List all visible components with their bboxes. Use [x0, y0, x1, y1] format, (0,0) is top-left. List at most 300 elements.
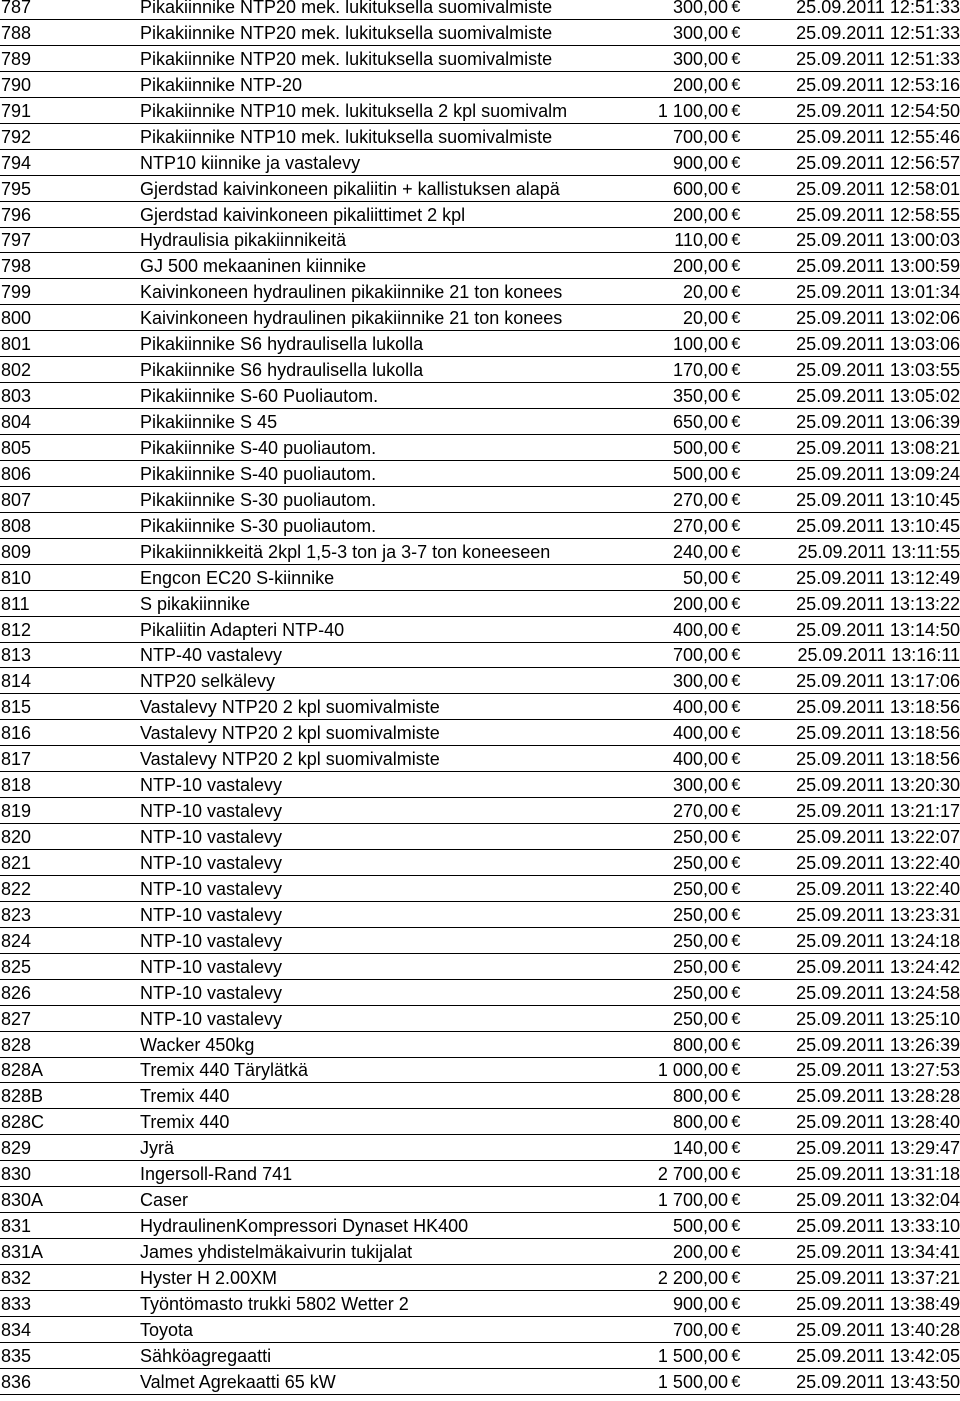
table-row: [0, 1369, 960, 1395]
item-price: 300,00: [672, 0, 728, 17]
euro-icon: €: [731, 74, 741, 94]
euro-icon: €: [731, 1112, 741, 1132]
euro-icon: €: [731, 852, 741, 872]
item-timestamp: 25.09.2011 13:18:56: [796, 723, 960, 744]
item-price: 250,00: [672, 1008, 728, 1029]
item-number: 805: [1, 437, 32, 458]
item-price: 270,00: [672, 515, 728, 536]
item-price: 300,00: [672, 775, 728, 796]
item-description: Engcon EC20 S-kiinnike: [140, 567, 335, 588]
item-price: 700,00: [672, 126, 728, 147]
item-timestamp: 25.09.2011 12:51:33: [796, 48, 960, 69]
item-number: 833: [1, 1293, 32, 1314]
item-timestamp: 25.09.2011 13:22:40: [796, 852, 960, 873]
euro-icon: €: [731, 100, 741, 120]
table-row: [0, 1058, 960, 1084]
table-row: [0, 565, 960, 591]
item-number: 835: [1, 1345, 32, 1366]
item-description: James yhdistelmäkaivurin tukijalat: [140, 1242, 413, 1262]
item-timestamp: 25.09.2011 13:16:11: [797, 645, 960, 666]
euro-icon: €: [731, 956, 741, 976]
euro-icon: €: [731, 256, 741, 276]
euro-icon: €: [731, 982, 741, 1002]
item-price: 250,00: [672, 827, 728, 847]
table-row: [0, 1213, 960, 1239]
item-timestamp: 25.09.2011 13:42:05: [796, 1345, 960, 1366]
table-row: [0, 72, 960, 98]
item-price: 250,00: [672, 956, 728, 977]
table-row: [0, 1187, 960, 1213]
item-description: Pikakiinnike S-30 puoliautom.: [140, 515, 377, 536]
item-price: 140,00: [672, 1138, 728, 1159]
item-price: 800,00: [672, 1086, 728, 1107]
item-description: S pikakiinnike: [140, 593, 251, 614]
item-timestamp: 25.09.2011 13:43:50: [796, 1371, 960, 1392]
item-price: 400,00: [672, 723, 728, 744]
item-timestamp: 25.09.2011 13:06:39: [796, 412, 960, 432]
table-row: [0, 305, 960, 331]
item-number: 808: [1, 515, 32, 536]
item-timestamp: 25.09.2011 13:34:41: [796, 1242, 960, 1262]
item-price: 200,00: [672, 593, 728, 614]
item-price: 400,00: [672, 749, 728, 770]
item-timestamp: 25.09.2011 13:20:30: [796, 775, 960, 796]
euro-icon: €: [731, 22, 741, 42]
item-description: Valmet Agrekaatti 65 kW: [140, 1371, 336, 1392]
table-row: [0, 150, 960, 176]
item-price: 1 100,00: [657, 100, 728, 121]
item-number: 836: [1, 1371, 32, 1392]
item-description: NTP-10 vastalevy: [140, 930, 283, 951]
euro-icon: €: [731, 412, 741, 431]
item-price: 110,00: [674, 230, 728, 251]
item-number: 789: [1, 48, 32, 69]
item-description: NTP-10 vastalevy: [140, 801, 283, 822]
table-row: [0, 694, 960, 720]
euro-icon: €: [731, 1216, 741, 1236]
item-price: 500,00: [672, 437, 728, 458]
item-price: 300,00: [672, 22, 728, 43]
table-row: [0, 435, 960, 461]
item-timestamp: 25.09.2011 13:38:49: [796, 1293, 960, 1314]
table-row: [0, 902, 960, 928]
euro-icon: €: [731, 0, 741, 16]
item-price: 100,00: [672, 334, 728, 355]
table-row: [0, 228, 960, 254]
item-timestamp: 25.09.2011 13:28:28: [796, 1086, 960, 1107]
item-number: 797: [1, 230, 32, 251]
table-row: [0, 1317, 960, 1343]
item-timestamp: 25.09.2011 13:28:40: [796, 1112, 960, 1133]
item-price: 240,00: [672, 541, 728, 562]
table-row: [0, 591, 960, 617]
item-number: 830A: [1, 1190, 44, 1211]
item-timestamp: 25.09.2011 13:10:45: [796, 489, 960, 510]
item-price: 200,00: [672, 256, 728, 277]
item-description: Hydraulisia pikakiinnikeitä: [140, 230, 347, 251]
item-price: 20,00: [682, 282, 728, 303]
item-number: 792: [1, 126, 32, 147]
item-price: 300,00: [672, 48, 728, 69]
item-timestamp: 25.09.2011 12:54:50: [796, 100, 960, 121]
item-description: NTP-40 vastalevy: [140, 645, 283, 666]
item-price: 800,00: [672, 1112, 728, 1133]
item-description: NTP-10 vastalevy: [140, 982, 283, 1003]
euro-icon: €: [731, 515, 741, 535]
item-description: NTP20 selkälevy: [140, 671, 276, 692]
item-description: NTP-10 vastalevy: [140, 904, 283, 925]
table-row: [0, 954, 960, 980]
item-price: 400,00: [672, 697, 728, 718]
item-number: 790: [1, 74, 32, 95]
item-timestamp: 25.09.2011 13:12:49: [796, 567, 960, 588]
item-number: 823: [1, 904, 32, 925]
euro-icon: €: [731, 437, 741, 457]
item-timestamp: 25.09.2011 13:14:50: [796, 619, 960, 640]
item-description: Pikakiinnike NTP20 mek. lukituksella suomivalmiste: [140, 22, 553, 43]
euro-icon: €: [731, 801, 741, 821]
item-description: Pikakiinnike S-30 puoliautom.: [140, 489, 377, 510]
item-timestamp: 25.09.2011 13:29:47: [796, 1138, 960, 1159]
euro-icon: €: [731, 697, 741, 717]
euro-icon: €: [731, 1164, 741, 1184]
table-row: [0, 46, 960, 72]
item-number: 825: [1, 956, 32, 977]
item-description: Pikakiinnike NTP-20: [140, 74, 303, 95]
euro-icon: €: [731, 827, 741, 846]
euro-icon: €: [731, 645, 741, 665]
item-timestamp: 25.09.2011 13:17:06: [796, 671, 960, 692]
table-row: [0, 876, 960, 902]
item-description: Vastalevy NTP20 2 kpl suomivalmiste: [140, 697, 440, 718]
item-description: Wacker 450kg: [140, 1034, 255, 1055]
item-description: Tremix 440 Tärylätkä: [140, 1060, 309, 1081]
item-description: GJ 500 mekaaninen kiinnike: [140, 256, 367, 277]
item-timestamp: 25.09.2011 13:09:24: [796, 463, 960, 484]
item-timestamp: 25.09.2011 12:58:55: [796, 204, 960, 225]
item-price: 200,00: [672, 204, 728, 225]
table-row: [0, 824, 960, 850]
table-row: [0, 20, 960, 46]
item-timestamp: 25.09.2011 12:56:57: [796, 152, 960, 173]
item-number: 828C: [1, 1112, 45, 1133]
item-number: 794: [1, 152, 32, 173]
item-price: 200,00: [672, 74, 728, 95]
item-description: HydraulinenKompressori Dynaset HK400: [140, 1216, 469, 1237]
item-timestamp: 25.09.2011 13:18:56: [796, 749, 960, 770]
item-timestamp: 25.09.2011 13:24:42: [796, 956, 960, 977]
item-number: 826: [1, 982, 32, 1003]
euro-icon: €: [731, 567, 741, 587]
item-price: 500,00: [672, 463, 728, 484]
euro-icon: €: [731, 749, 741, 769]
item-description: Tremix 440: [140, 1112, 230, 1133]
item-number: 831: [1, 1216, 32, 1237]
item-timestamp: 25.09.2011 13:00:59: [796, 256, 960, 277]
table-row: [0, 1343, 960, 1369]
item-number: 828A: [1, 1060, 44, 1081]
item-description: Pikakiinnike NTP20 mek. lukituksella suomivalmiste: [140, 48, 553, 69]
item-timestamp: 25.09.2011 13:23:31: [796, 904, 960, 925]
item-description: Sähköagregaatti: [140, 1345, 272, 1366]
item-description: NTP-10 vastalevy: [140, 1008, 283, 1029]
item-number: 795: [1, 178, 32, 199]
euro-icon: €: [731, 1190, 741, 1210]
table-row: [0, 668, 960, 694]
euro-icon: €: [731, 1008, 741, 1028]
euro-icon: €: [731, 1086, 741, 1106]
item-price: 300,00: [672, 671, 728, 692]
item-number: 828: [1, 1034, 32, 1055]
table-row: [0, 176, 960, 202]
item-description: NTP-10 vastalevy: [140, 852, 283, 873]
item-number: 812: [1, 619, 32, 640]
item-timestamp: 25.09.2011 13:37:21: [796, 1267, 960, 1288]
item-description: Pikakiinnike S-40 puoliautom.: [140, 437, 377, 458]
item-price: 1 000,00: [657, 1060, 728, 1081]
table-row: [0, 720, 960, 746]
table-row: [0, 0, 960, 20]
item-price: 270,00: [672, 801, 728, 822]
item-price: 200,00: [672, 1242, 728, 1262]
item-number: 820: [1, 827, 32, 847]
item-timestamp: 25.09.2011 13:32:04: [796, 1190, 960, 1211]
euro-icon: €: [731, 230, 741, 250]
item-timestamp: 25.09.2011 12:53:16: [796, 74, 960, 95]
item-timestamp: 25.09.2011 13:25:10: [796, 1008, 960, 1029]
item-number: 815: [1, 697, 32, 718]
euro-icon: €: [731, 671, 741, 691]
euro-icon: €: [731, 178, 741, 198]
item-timestamp: 25.09.2011 13:31:18: [796, 1164, 960, 1185]
table-row: [0, 98, 960, 124]
table-row: [0, 1161, 960, 1187]
item-price: 500,00: [672, 1216, 728, 1237]
euro-icon: €: [731, 308, 741, 328]
item-price: 20,00: [682, 308, 728, 329]
item-description: Kaivinkoneen hydraulinen pikakiinnike 21 ton konees: [140, 282, 563, 303]
item-description: Caser: [140, 1190, 189, 1211]
item-description: NTP-10 vastalevy: [140, 827, 283, 847]
item-number: 834: [1, 1319, 32, 1340]
euro-icon: €: [731, 723, 741, 743]
item-number: 803: [1, 386, 32, 407]
item-number: 811: [1, 593, 30, 614]
item-price: 250,00: [672, 982, 728, 1003]
item-number: 798: [1, 256, 32, 277]
item-description: Pikakiinnike NTP10 mek. lukituksella 2 kpl suomivalm: [140, 100, 568, 121]
item-timestamp: 25.09.2011 13:03:06: [796, 334, 960, 355]
item-price: 250,00: [672, 930, 728, 951]
table-row: [0, 513, 960, 539]
item-number: 799: [1, 282, 32, 303]
table-row: [0, 850, 960, 876]
item-description: Pikaliitin Adapteri NTP-40: [140, 619, 345, 640]
euro-icon: €: [731, 593, 741, 613]
item-description: Toyota: [140, 1319, 194, 1340]
item-number: 829: [1, 1138, 32, 1159]
item-description: Pikakiinnike S6 hydraulisella lukolla: [140, 334, 424, 355]
table-row: [0, 202, 960, 228]
euro-icon: €: [731, 1242, 741, 1261]
item-description: Pikakiinnike S 45: [140, 412, 278, 432]
item-timestamp: 25.09.2011 13:03:55: [796, 360, 960, 381]
euro-icon: €: [731, 334, 741, 354]
item-number: 824: [1, 930, 32, 951]
table-row: [0, 487, 960, 513]
euro-icon: €: [731, 48, 741, 68]
item-description: NTP-10 vastalevy: [140, 775, 283, 796]
item-description: Pikakiinnikkeitä 2kpl 1,5-3 ton ja 3-7 ton koneeseen: [140, 541, 551, 562]
item-price: 170,00: [672, 360, 728, 381]
table-row: [0, 357, 960, 383]
euro-icon: €: [731, 360, 741, 380]
item-price: 250,00: [672, 878, 728, 899]
euro-icon: €: [731, 152, 741, 172]
item-timestamp: 25.09.2011 13:11:55: [797, 541, 960, 562]
euro-icon: €: [731, 904, 741, 924]
item-price: 900,00: [672, 152, 728, 173]
item-description: Hyster H 2.00XM: [140, 1267, 278, 1288]
item-price: 350,00: [672, 386, 728, 407]
item-number: 807: [1, 489, 32, 510]
item-description: Pikakiinnike S-60 Puoliautom.: [140, 386, 379, 407]
euro-icon: €: [731, 1371, 741, 1391]
item-price: 600,00: [672, 178, 728, 199]
item-number: 821: [1, 852, 32, 873]
euro-icon: €: [731, 1319, 741, 1339]
euro-icon: €: [731, 1138, 741, 1158]
euro-icon: €: [731, 489, 741, 509]
table-row: [0, 1006, 960, 1032]
item-description: Jyrä: [140, 1138, 175, 1159]
item-timestamp: 25.09.2011 13:21:17: [796, 801, 960, 822]
item-number: 819: [1, 801, 32, 822]
item-description: Gjerdstad kaivinkoneen pikaliittimet 2 kpl: [140, 204, 466, 225]
table-row: [0, 253, 960, 279]
item-timestamp: 25.09.2011 12:51:33: [796, 0, 960, 17]
item-number: 813: [1, 645, 32, 666]
item-number: 827: [1, 1008, 32, 1029]
table-row: [0, 798, 960, 824]
item-timestamp: 25.09.2011 13:40:28: [796, 1319, 960, 1340]
item-number: 801: [1, 334, 32, 355]
item-number: 818: [1, 775, 32, 796]
item-number: 822: [1, 878, 32, 899]
item-timestamp: 25.09.2011 13:26:39: [796, 1034, 960, 1055]
euro-icon: €: [731, 1267, 741, 1287]
item-price: 250,00: [672, 904, 728, 925]
table-row: [0, 539, 960, 565]
item-number: 816: [1, 723, 32, 744]
euro-icon: €: [731, 619, 741, 639]
item-price: 2 200,00: [657, 1267, 728, 1288]
item-timestamp: 25.09.2011 12:58:01: [796, 178, 960, 199]
item-number: 832: [1, 1267, 32, 1288]
euro-icon: €: [731, 930, 741, 950]
euro-icon: €: [731, 1034, 741, 1054]
item-price: 800,00: [672, 1034, 728, 1055]
euro-icon: €: [731, 463, 741, 483]
euro-icon: €: [731, 1293, 741, 1313]
table-row: [0, 746, 960, 772]
item-description: Tremix 440: [140, 1086, 230, 1107]
table-row: [0, 331, 960, 357]
item-number: 791: [1, 100, 32, 121]
table-row: [0, 409, 960, 435]
item-price: 900,00: [672, 1293, 728, 1314]
item-price: 1 500,00: [657, 1345, 728, 1366]
item-description: Pikakiinnike NTP20 mek. lukituksella suomivalmiste: [140, 0, 553, 17]
item-timestamp: 25.09.2011 13:05:02: [796, 386, 960, 407]
table-row: [0, 1135, 960, 1161]
table-row: [0, 617, 960, 643]
item-number: 828B: [1, 1086, 44, 1107]
euro-icon: €: [731, 204, 741, 224]
table-row: [0, 1291, 960, 1317]
item-number: 788: [1, 22, 32, 43]
item-description: Pikakiinnike NTP10 mek. lukituksella suomivalmiste: [140, 126, 553, 147]
item-timestamp: 25.09.2011 13:02:06: [796, 308, 960, 329]
item-timestamp: 25.09.2011 13:01:34: [796, 282, 960, 303]
item-timestamp: 25.09.2011 13:10:45: [796, 515, 960, 536]
item-description: Työntömasto trukki 5802 Wetter 2: [140, 1293, 409, 1314]
item-timestamp: 25.09.2011 13:27:53: [796, 1060, 960, 1081]
item-price: 250,00: [672, 852, 728, 873]
item-description: Vastalevy NTP20 2 kpl suomivalmiste: [140, 723, 440, 744]
table-row: [0, 1239, 960, 1265]
item-description: Kaivinkoneen hydraulinen pikakiinnike 21 ton konees: [140, 308, 563, 329]
item-number: 800: [1, 308, 32, 329]
item-number: 830: [1, 1164, 32, 1185]
item-timestamp: 25.09.2011 13:22:40: [796, 878, 960, 899]
item-price: 1 700,00: [657, 1190, 728, 1211]
table-row: [0, 1083, 960, 1109]
item-timestamp: 25.09.2011 12:55:46: [796, 126, 960, 147]
item-description: NTP-10 vastalevy: [140, 956, 283, 977]
item-timestamp: 25.09.2011 13:18:56: [796, 697, 960, 718]
item-price: 50,00: [682, 567, 728, 588]
item-number: 796: [1, 204, 32, 225]
item-number: 814: [1, 671, 32, 692]
item-description: Vastalevy NTP20 2 kpl suomivalmiste: [140, 749, 440, 770]
euro-icon: €: [731, 126, 741, 146]
item-timestamp: 25.09.2011 13:24:18: [796, 930, 960, 951]
euro-icon: €: [731, 1060, 741, 1080]
table-row: [0, 772, 960, 798]
table-row: [0, 980, 960, 1006]
item-number: 804: [1, 412, 32, 432]
table-row: [0, 124, 960, 150]
item-number: 817: [1, 749, 32, 770]
euro-icon: €: [731, 775, 741, 795]
item-description: NTP10 kiinnike ja vastalevy: [140, 152, 361, 173]
table-row: [0, 1109, 960, 1135]
euro-icon: €: [731, 1345, 741, 1365]
item-timestamp: 25.09.2011 13:13:22: [796, 593, 960, 614]
item-description: Pikakiinnike S-40 puoliautom.: [140, 463, 377, 484]
item-description: Gjerdstad kaivinkoneen pikaliitin + kallistuksen alapä: [140, 178, 560, 199]
euro-icon: €: [731, 878, 741, 898]
item-description: Ingersoll-Rand 741: [140, 1164, 293, 1185]
euro-icon: €: [731, 541, 741, 561]
item-price: 2 700,00: [657, 1164, 728, 1185]
item-number: 806: [1, 463, 32, 484]
item-number: 810: [1, 567, 32, 588]
item-price: 400,00: [672, 619, 728, 640]
euro-icon: €: [731, 386, 741, 406]
item-number: 787: [1, 0, 32, 17]
